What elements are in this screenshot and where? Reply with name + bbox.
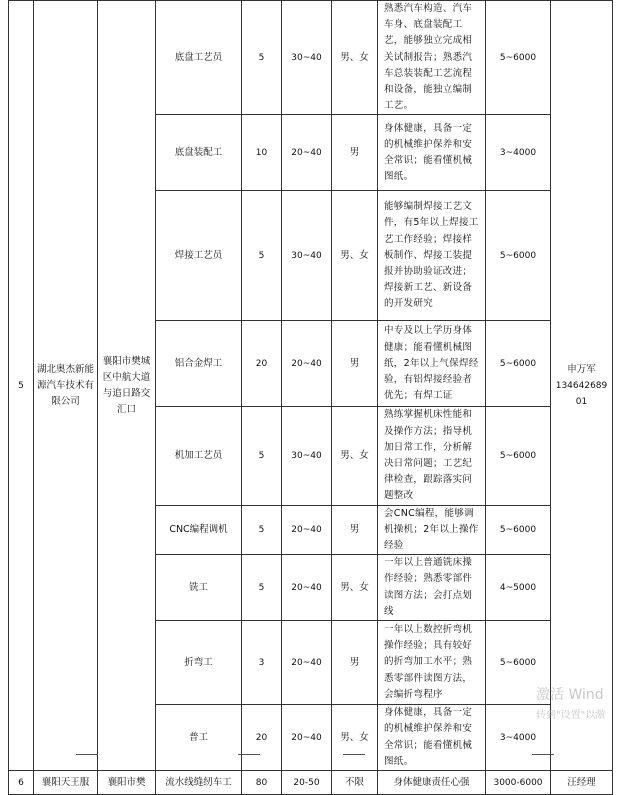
requirements: 一年以上普通铣床操作经验；熟悉零部件读图方法；会打点划线 xyxy=(378,555,486,621)
table-row xyxy=(9,1,613,115)
watermark-line-1: 激活 Wind xyxy=(536,687,604,703)
gender: 男、女 xyxy=(332,407,378,505)
requirements: 一年以上数控折弯机操作经验；具有较好的折弯加工水平；熟悉零部件读图方法，会编折弯程序 xyxy=(378,621,486,705)
age-range: 20~40 xyxy=(282,505,332,555)
age-range: 20~40 xyxy=(282,555,332,621)
salary: 4~5000 xyxy=(486,555,551,621)
company-address: 襄阳市樊城区中航大道与追日路交汇口 xyxy=(98,1,156,771)
salary: 5~6000 xyxy=(486,505,551,555)
headcount: 80 xyxy=(242,771,282,795)
requirements: 身体健康，具备一定的机械维护保养和安全常识；能看懂机械图纸。 xyxy=(378,705,486,771)
watermark-line-2: 转到"设置"以激 xyxy=(536,710,606,721)
table-row xyxy=(9,771,613,795)
gender: 男、女 xyxy=(332,191,378,321)
requirements: 中专及以上学历身体健康；能看懂机械图纸，2年以上气保焊经验，有铝焊接经验者优先；有焊工证 xyxy=(378,321,486,407)
recruitment-table-sheet xyxy=(8,0,612,788)
age-range: 20~40 xyxy=(282,115,332,191)
gender: 男 xyxy=(332,621,378,705)
headcount: 5 xyxy=(242,555,282,621)
headcount: 5 xyxy=(242,407,282,505)
job-title: 底盘装配工 xyxy=(156,115,242,191)
salary: 5~6000 xyxy=(486,191,551,321)
gender: 不限 xyxy=(332,771,378,795)
job-title: 底盘工艺员 xyxy=(156,1,242,115)
salary: 3000-6000 xyxy=(486,771,551,795)
page-bottom-marks xyxy=(0,748,620,761)
contact-name: 申万军 xyxy=(567,363,596,375)
requirements: 身体健康，具备一定的机械维护保养和安全常识；能看懂机械图纸。 xyxy=(378,115,486,191)
salary: 5~6000 xyxy=(486,321,551,407)
company-index: 5 xyxy=(9,1,34,771)
company-address: 襄阳市樊 xyxy=(98,771,156,795)
salary: 3~4000 xyxy=(486,115,551,191)
age-range: 20~40 xyxy=(282,621,332,705)
age-range: 30~40 xyxy=(282,407,332,505)
salary: 5~6000 xyxy=(486,407,551,505)
headcount: 5 xyxy=(242,505,282,555)
headcount: 5 xyxy=(242,191,282,321)
age-range: 20~40 xyxy=(282,705,332,771)
gender: 男 xyxy=(332,115,378,191)
gender: 男 xyxy=(332,505,378,555)
requirements: 能够编制焊接工艺文件，有5年以上焊接工艺工作经验；焊接样板制作、焊接工装提报并协助验证改进；焊接新工艺、新设备的开发研究 xyxy=(378,191,486,321)
headcount: 10 xyxy=(242,115,282,191)
salary: 5~6000 xyxy=(486,621,551,705)
contact-cell xyxy=(551,1,613,771)
headcount: 3 xyxy=(242,621,282,705)
age-range: 30~40 xyxy=(282,191,332,321)
requirements: 身体健康责任心强 xyxy=(378,771,486,795)
gender: 男、女 xyxy=(332,555,378,621)
headcount: 20 xyxy=(242,705,282,771)
job-title: 机加工艺员 xyxy=(156,407,242,505)
requirements: 会CNC编程，能够调机操机；2年以上操作经验 xyxy=(378,505,486,555)
age-range: 20-50 xyxy=(282,771,332,795)
salary: 3~4000 xyxy=(486,705,551,771)
gender: 男 xyxy=(332,321,378,407)
contact-phone: 13464268901 xyxy=(555,380,608,407)
job-title: 折弯工 xyxy=(156,621,242,705)
company-index: 6 xyxy=(9,771,34,795)
headcount: 5 xyxy=(242,1,282,115)
job-title: 普工 xyxy=(156,705,242,771)
age-range: 30~40 xyxy=(282,1,332,115)
company-name: 湖北奥杰新能源汽车技术有限公司 xyxy=(34,1,98,771)
job-title: 铣工 xyxy=(156,555,242,621)
job-title: 铝合金焊工 xyxy=(156,321,242,407)
salary: 5~6000 xyxy=(486,1,551,115)
company-name: 襄阳天王服 xyxy=(34,771,98,795)
job-title: 流水线缝纫车工 xyxy=(156,771,242,795)
job-title: 焊接工艺员 xyxy=(156,191,242,321)
age-range: 20~40 xyxy=(282,321,332,407)
requirements: 熟练掌握机床性能和及操作方法；指导机加日常工作，分析解决日常问题；工艺纪律检查，跟踪落实问题整改 xyxy=(378,407,486,505)
requirements: 熟悉汽车构造、汽车车身、底盘装配工艺，能够独立完成相关试制报告；熟悉汽车总装装配工艺流程和设备，能独立编制工艺。 xyxy=(378,1,486,115)
headcount: 20 xyxy=(242,321,282,407)
contact-cell: 汪经理 xyxy=(551,771,613,795)
job-title: CNC编程调机 xyxy=(156,505,242,555)
gender: 男、女 xyxy=(332,1,378,115)
recruitment-table xyxy=(8,0,613,795)
gender: 男、女 xyxy=(332,705,378,771)
